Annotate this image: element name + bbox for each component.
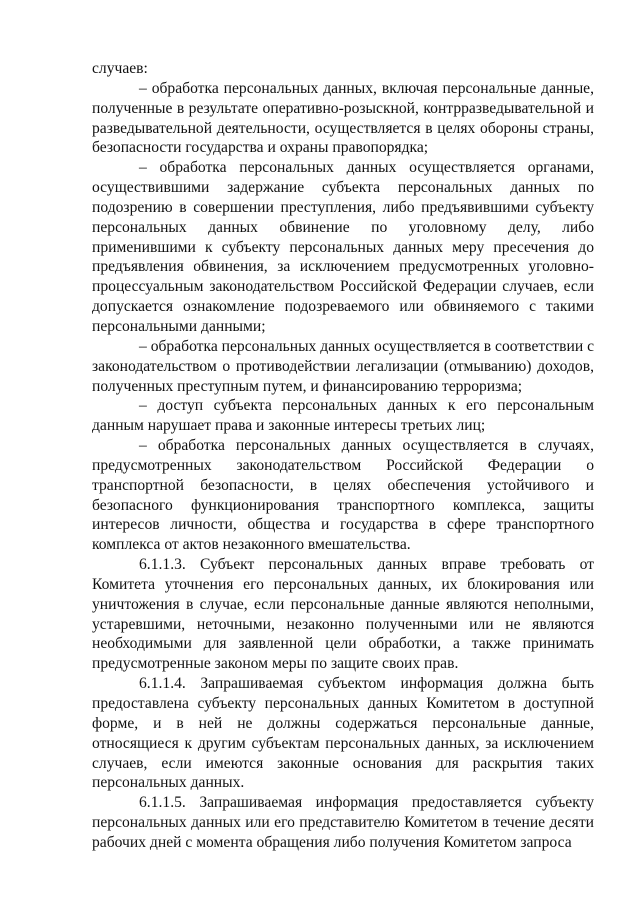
paragraph-third-party-rights: – доступ субъекта персональных данных к его персональным данным нарушает права и законные интересы третьих лиц; (92, 397, 594, 435)
paragraph-transport-security: – обработка персональных данных осуществляется в случаях, предусмотренных законодательством Российской Федерации о транспортной безопасности, в целях обеспечения устойчивого и безопасного функционирования транспортного комплекса, защиты интересов личности, общества и государства в сфере транспортного комплекса от актов незаконного вмешательства. (92, 437, 594, 554)
paragraph-6-1-1-3: 6.1.1.3. Субъект персональных данных вправе требовать от Комитета уточнения его персональных данных, их блокирования или уничтожения в случае, если персональные данные являются неполными, устаревшими, неточными, незаконно полученными или не являются необходимыми для заявленной цели обработки, а также принимать предусмотренные законом меры по защите своих прав. (92, 556, 594, 673)
paragraph-6-1-1-4: 6.1.1.4. Запрашиваемая субъектом информация должна быть предоставлена субъекту персональных данных Комитетом в доступной форме, и в ней не должны содержаться персональные данные, относящиеся к другим субъектам персональных данных, за исключением случаев, если имеются законные основания для раскрытия таких персональных данных. (92, 675, 594, 792)
paragraph-6-1-1-5: 6.1.1.5. Запрашиваемая информация предоставляется субъекту персональных данных или его представителю Комитетом в течение десяти рабочих дней с момента обращения либо получения Комитетом запроса (92, 794, 594, 851)
paragraph-operational-activity: – обработка персональных данных, включая персональные данные, полученные в результате оперативно-розыскной, контрразведывательной и разведывательной деятельности, осуществляется в целях обороны страны, безопасности государства и охраны правопорядка; (92, 79, 594, 157)
paragraph-cases-intro: случаев: (92, 60, 148, 77)
paragraph-money-laundering: – обработка персональных данных осуществляется в соответствии с законодательством о противодействии легализации (отмыванию) доходов, полученных преступным путем, и финансированию терроризма; (92, 337, 594, 395)
document-body (92, 59, 594, 853)
paragraph-detention-bodies: – обработка персональных данных осуществляется органами, осуществившими задержание субъекта персональных данных по подозрению в совершении преступления, либо предъявившими субъекту персональных данных обвинение по уголовному делу, либо применившими к субъекту персональных данных меру пресечения до предъявления обвинения, за исключением предусмотренных уголовно-процессуальным законодательством Российской Федерации случаев, если допускается ознакомление подозреваемого или обвиняемого с такими персональными данными; (92, 159, 594, 335)
